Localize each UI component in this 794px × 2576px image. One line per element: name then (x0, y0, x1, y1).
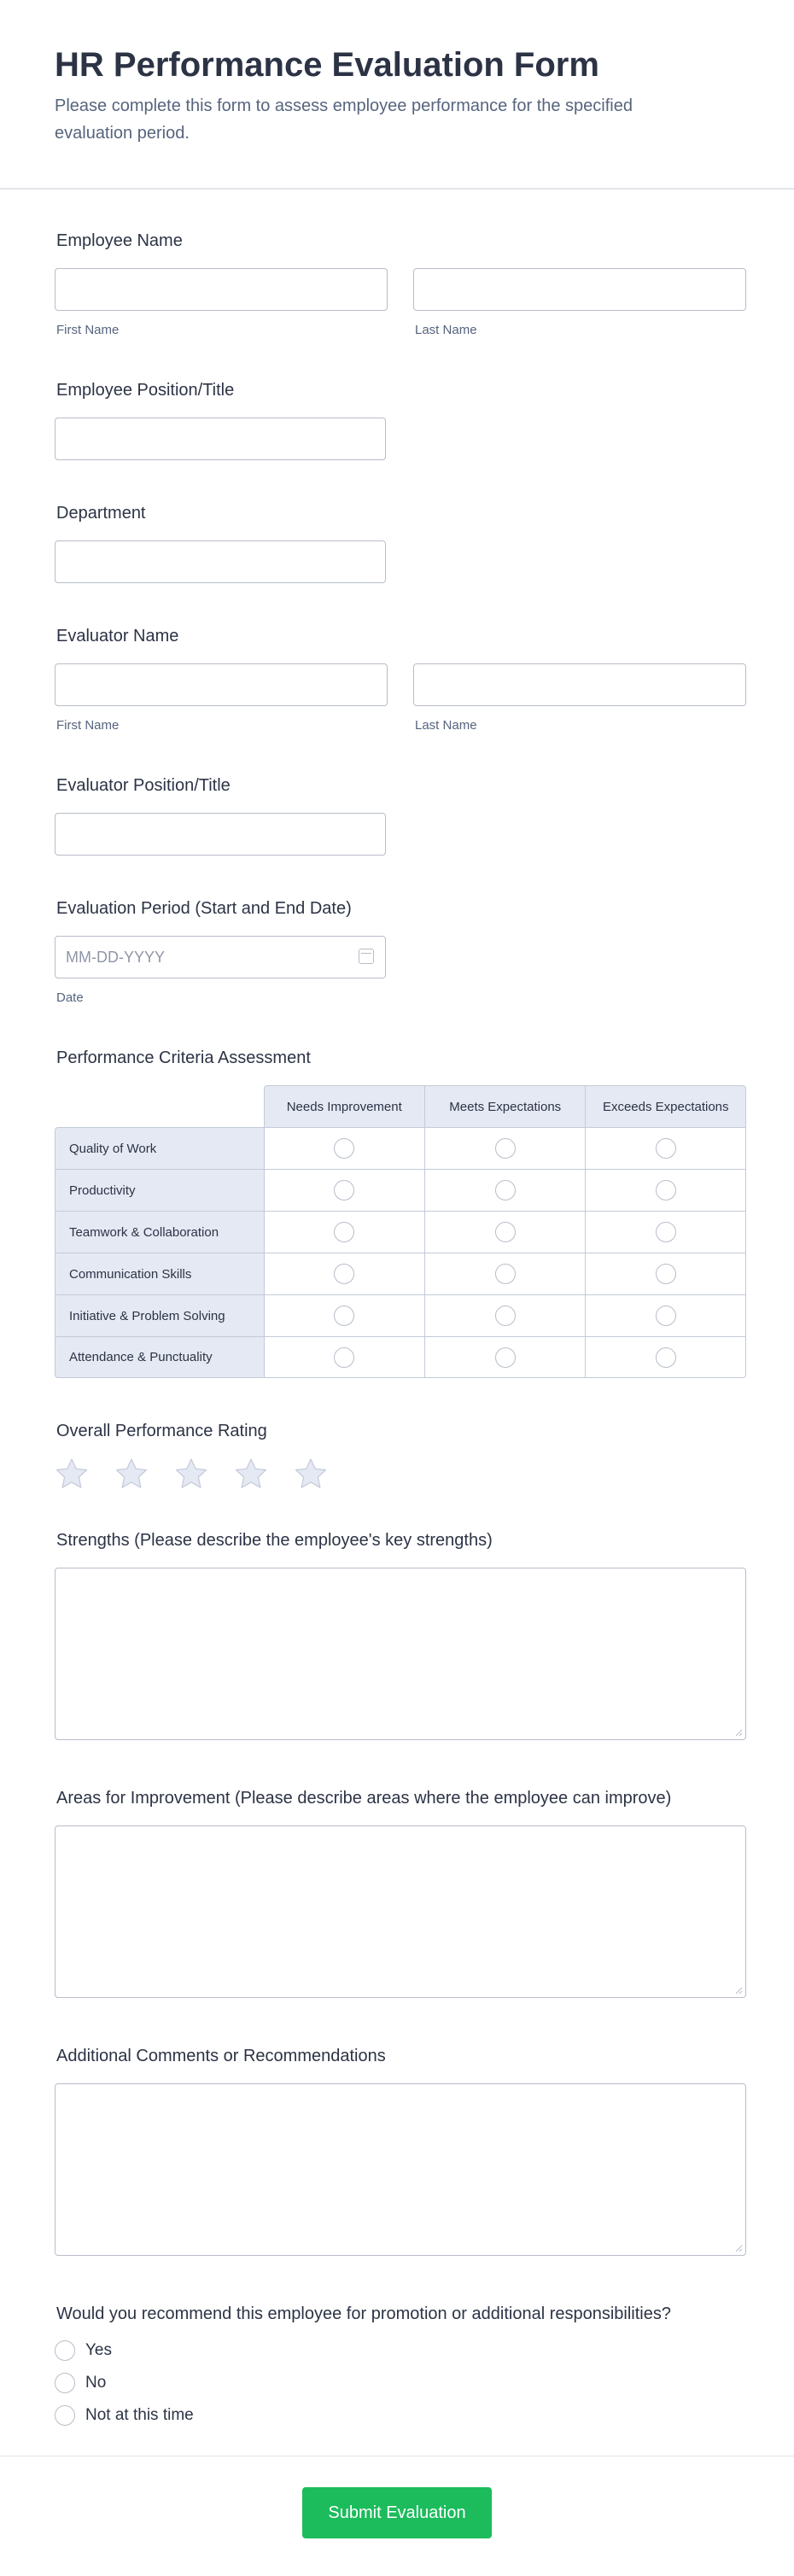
matrix-cell (264, 1253, 424, 1294)
matrix-radio[interactable] (656, 1306, 676, 1326)
department-input[interactable] (55, 540, 386, 583)
promotion-option[interactable] (55, 2367, 746, 2399)
matrix-radio[interactable] (656, 1264, 676, 1284)
strengths-textarea[interactable] (55, 1568, 746, 1740)
matrix-cell (264, 1336, 424, 1378)
evaluator-position-input[interactable] (55, 813, 386, 856)
matrix-radio[interactable] (334, 1347, 354, 1368)
matrix-row (55, 1336, 746, 1378)
star-icon[interactable] (294, 1457, 328, 1491)
matrix-cell (585, 1294, 746, 1336)
matrix-radio[interactable] (495, 1347, 516, 1368)
matrix-radio[interactable] (334, 1138, 354, 1159)
matrix-column-header: Needs Improvement (264, 1085, 424, 1127)
promotion-option-label: Yes (85, 2341, 112, 2359)
star-icon[interactable] (234, 1457, 268, 1491)
submit-button[interactable]: Submit Evaluation (302, 2487, 492, 2538)
promotion-option[interactable] (55, 2334, 746, 2367)
promotion-options (55, 2334, 746, 2432)
employee-first-name-sublabel: First Name (56, 323, 120, 337)
evaluator-first-name-input[interactable] (55, 663, 388, 706)
evaluator-first-name-sublabel: First Name (56, 718, 120, 733)
evaluator-name-label: Evaluator Name (56, 627, 179, 645)
improvement-label: Areas for Improvement (Please describe areas where the employee can improve) (56, 1789, 672, 1808)
matrix-radio[interactable] (334, 1180, 354, 1200)
matrix-row (55, 1169, 746, 1211)
matrix-radio[interactable] (656, 1347, 676, 1368)
matrix-cell (585, 1253, 746, 1294)
overall-rating-question (55, 1421, 746, 1491)
evaluation-date-sublabel: Date (56, 990, 84, 1005)
matrix-radio[interactable] (495, 1264, 516, 1284)
criteria-question (55, 1048, 746, 1378)
matrix-row-label: Attendance & Punctuality (55, 1336, 264, 1378)
employee-position-label: Employee Position/Title (56, 381, 235, 400)
department-question (55, 503, 746, 583)
resize-handle-icon[interactable] (735, 1987, 743, 1995)
promotion-option-label: Not at this time (85, 2406, 194, 2424)
matrix-cell (264, 1127, 424, 1169)
employee-last-name-sublabel: Last Name (415, 323, 477, 337)
form-body (0, 231, 794, 2432)
promotion-option[interactable] (55, 2399, 746, 2432)
promotion-question (55, 2304, 746, 2432)
evaluator-last-name-sublabel: Last Name (415, 718, 477, 733)
star-icon[interactable] (114, 1457, 149, 1491)
employee-name-question (55, 231, 746, 337)
matrix-row-label: Productivity (55, 1169, 264, 1211)
department-label: Department (56, 504, 146, 523)
matrix-row (55, 1211, 746, 1253)
overall-rating-label: Overall Performance Rating (56, 1422, 267, 1440)
matrix-row-label: Communication Skills (55, 1253, 264, 1294)
matrix-radio[interactable] (334, 1306, 354, 1326)
matrix-cell (264, 1211, 424, 1253)
matrix-row-label: Teamwork & Collaboration (55, 1211, 264, 1253)
matrix-row (55, 1294, 746, 1336)
evaluator-name-question (55, 626, 746, 733)
matrix-column-header: Exceeds Expectations (585, 1085, 746, 1127)
employee-name-label: Employee Name (56, 231, 183, 250)
comments-textarea[interactable] (55, 2083, 746, 2256)
strengths-label: Strengths (Please describe the employee's key strengths) (56, 1531, 493, 1550)
star-icon[interactable] (174, 1457, 208, 1491)
matrix-radio[interactable] (656, 1222, 676, 1242)
matrix-cell (585, 1169, 746, 1211)
matrix-row-label: Quality of Work (55, 1127, 264, 1169)
resize-handle-icon[interactable] (735, 1729, 743, 1737)
improvement-question (55, 1788, 746, 1998)
form-header (0, 0, 794, 190)
criteria-label: Performance Criteria Assessment (56, 1049, 311, 1067)
evaluator-position-question (55, 775, 746, 856)
evaluator-last-name-input[interactable] (413, 663, 746, 706)
form-subtitle: Please complete this form to assess employee performance for the specified evaluation period. (55, 96, 633, 143)
matrix-column-header: Meets Expectations (424, 1085, 585, 1127)
matrix-row (55, 1253, 746, 1294)
matrix-cell (585, 1336, 746, 1378)
evaluation-period-question (55, 898, 746, 1005)
matrix-radio[interactable] (334, 1222, 354, 1242)
star-rating (55, 1457, 746, 1491)
form-footer (0, 2456, 794, 2576)
evaluation-period-label: Evaluation Period (Start and End Date) (56, 899, 352, 918)
employee-position-question (55, 380, 746, 460)
comments-label: Additional Comments or Recommendations (56, 2047, 386, 2065)
comments-question (55, 2046, 746, 2256)
matrix-radio[interactable] (495, 1306, 516, 1326)
matrix-cell (264, 1169, 424, 1211)
matrix-radio[interactable] (656, 1138, 676, 1159)
matrix-cell (424, 1211, 585, 1253)
star-icon[interactable] (55, 1457, 89, 1491)
matrix-cell (264, 1294, 424, 1336)
resize-handle-icon[interactable] (735, 2245, 743, 2252)
employee-last-name-input[interactable] (413, 268, 746, 311)
matrix-cell (424, 1127, 585, 1169)
improvement-textarea[interactable] (55, 1825, 746, 1998)
evaluation-date-input[interactable] (55, 936, 386, 978)
promotion-radio[interactable] (55, 2373, 75, 2393)
matrix-radio[interactable] (656, 1180, 676, 1200)
employee-position-input[interactable] (55, 418, 386, 460)
matrix-row-label: Initiative & Problem Solving (55, 1294, 264, 1336)
evaluator-position-label: Evaluator Position/Title (56, 776, 231, 795)
strengths-question (55, 1530, 746, 1740)
matrix-cell (585, 1211, 746, 1253)
matrix-cell (585, 1127, 746, 1169)
promotion-option-label: No (85, 2374, 107, 2392)
matrix-cell (424, 1253, 585, 1294)
matrix-corner (55, 1085, 264, 1127)
matrix-radio[interactable] (495, 1222, 516, 1242)
promotion-radio[interactable] (55, 2340, 75, 2361)
form-title: HR Performance Evaluation Form (55, 46, 599, 84)
calendar-icon[interactable] (359, 949, 374, 964)
matrix-cell (424, 1294, 585, 1336)
matrix-radio[interactable] (334, 1264, 354, 1284)
matrix-row (55, 1127, 746, 1169)
employee-first-name-input[interactable] (55, 268, 388, 311)
promotion-radio[interactable] (55, 2405, 75, 2426)
matrix-radio[interactable] (495, 1180, 516, 1200)
promotion-label: Would you recommend this employee for promotion or additional responsibilities? (56, 2304, 671, 2323)
criteria-matrix (55, 1085, 746, 1378)
matrix-radio[interactable] (495, 1138, 516, 1159)
matrix-cell (424, 1169, 585, 1211)
matrix-cell (424, 1336, 585, 1378)
